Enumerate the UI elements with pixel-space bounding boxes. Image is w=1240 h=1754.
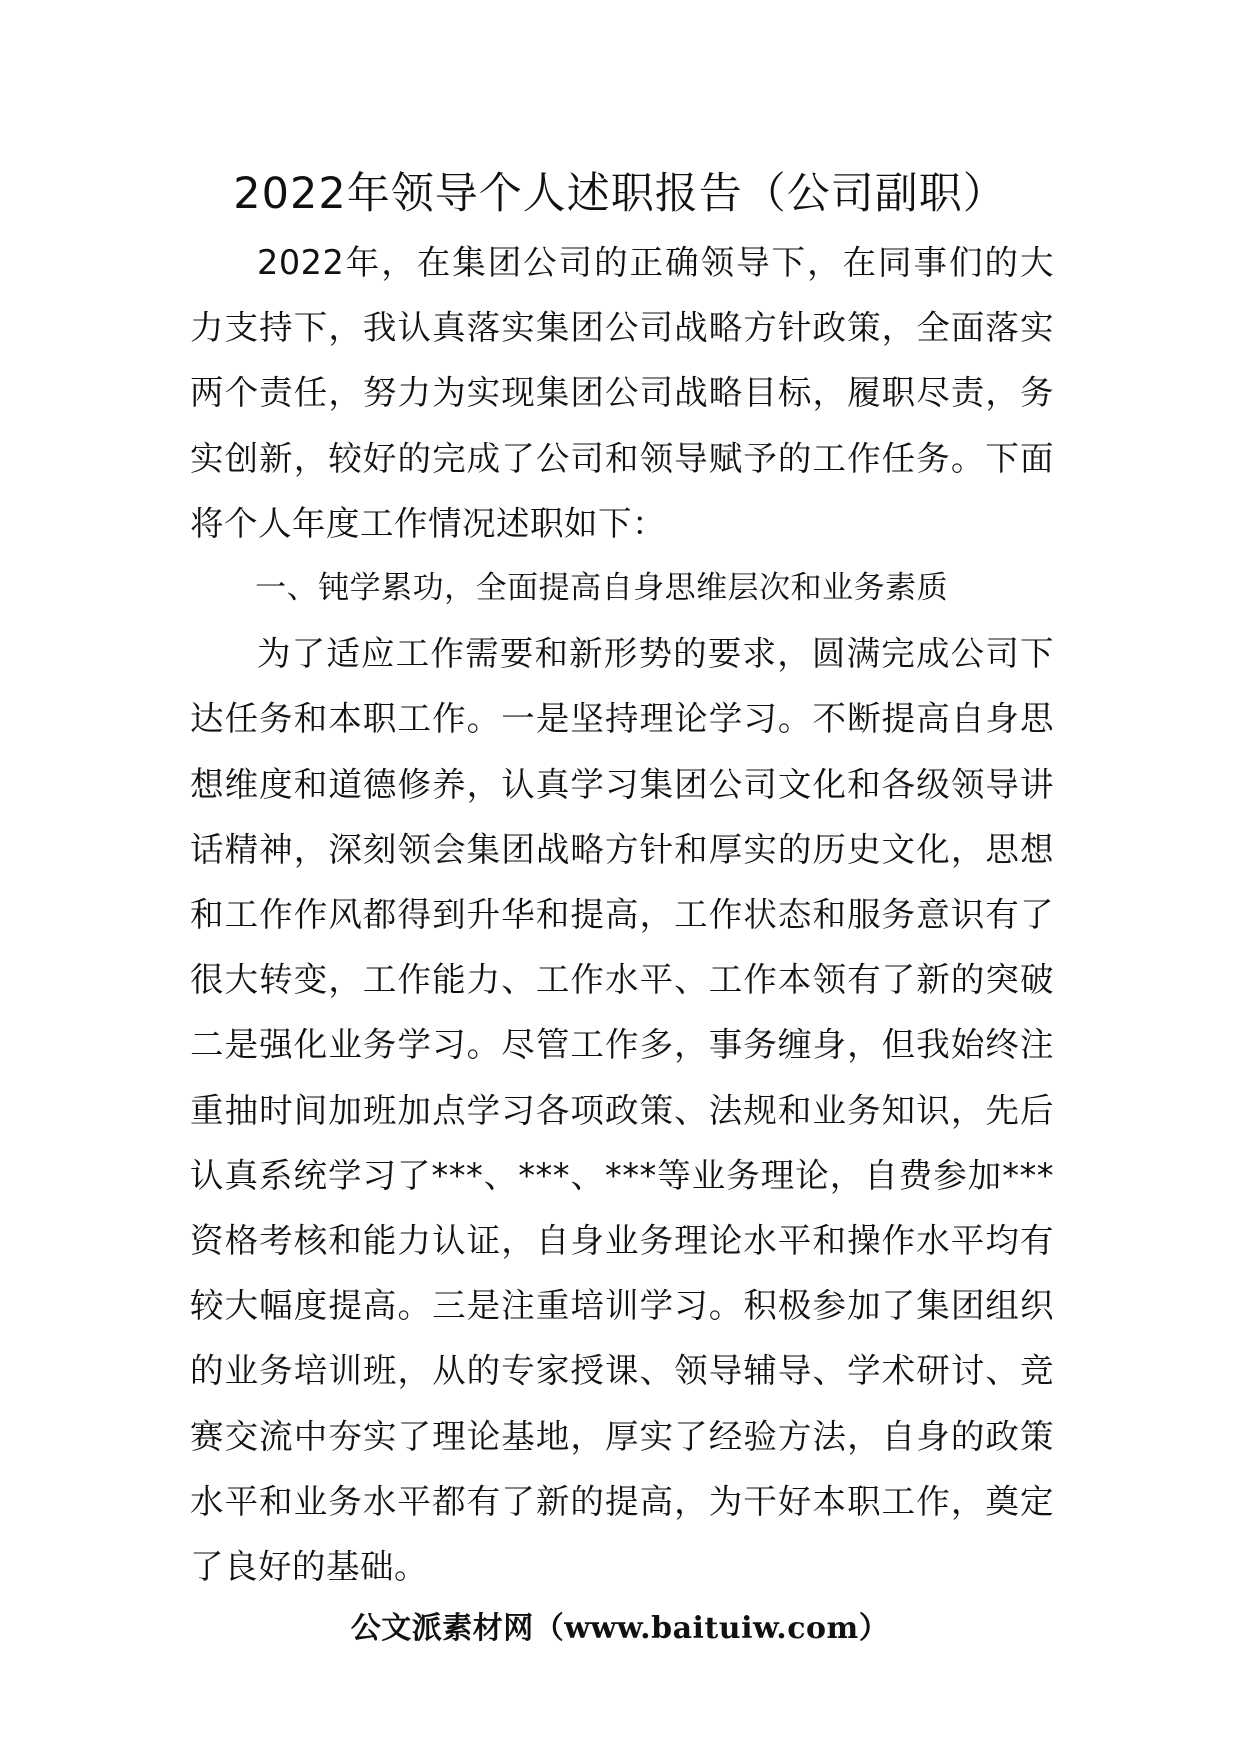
section-1-paragraph: 为了适应工作需要和新形势的要求，圆满完成公司下达任务和本职工作。一是坚持理论学习。不断提高自身思想维度和道德修养，认真学习集团公司文化和各级领导讲话精神，深刻领会集团战略方针和厚实的历史文化，思想和工作作风都得到升华和提高，工作状态和服务意识有了很大转变，工作能力、工作水平、工作本领有了新的突破二是强化业务学习。尽管工作多，事务缠身，但我始终注重抽时间加班加点学习各项政策、法规和业务知识，先后认真系统学习了***、***、***等业务理论，自费参加***资格考核和能力认证，自身业务理论水平和操作水平均有较大幅度提高。三是注重培训学习。积极参加了集团组织的业务培训班，从的专家授课、领导辅导、学术研讨、竞赛交流中夯实了理论基地，厚实了经验方法，自身的政策水平和业务水平都有了新的提高，为干好本职工作，奠定了良好的基础。 xyxy=(190,634,1054,1587)
footer-source: 公文派素材网（www.baituiw.com） xyxy=(350,1611,890,1646)
document-body xyxy=(190,230,1054,1599)
document-title: 2022年领导个人述职报告（公司副职） xyxy=(233,169,1007,219)
section-heading-1: 一、钝学累功，全面提高自身思维层次和业务素质 xyxy=(255,570,949,607)
intro-paragraph: 2022年，在集团公司的正确领导下，在同事们的大力支持下，我认真落实集团公司战略方针政策，全面落实两个责任，努力为实现集团公司战略目标，履职尽责，务实创新，较好的完成了公司和领导赋予的工作任务。下面将个人年度工作情况述职如下： xyxy=(190,243,1054,543)
